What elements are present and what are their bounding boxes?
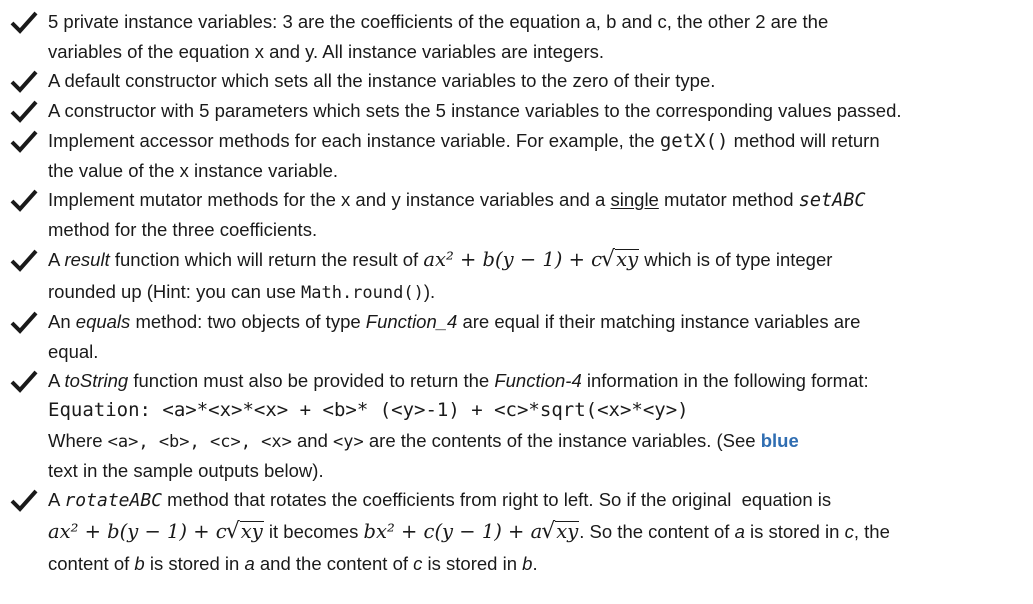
text-run: ).	[423, 281, 436, 302]
text-run: method: two objects of type	[135, 311, 361, 332]
text-run: Implement accessor methods for each instance variable. For example, the	[48, 130, 655, 151]
text-run: is stored in	[750, 521, 840, 542]
text-run: is stored in	[149, 553, 240, 574]
text-run: An	[48, 311, 71, 332]
italic-word: Function_4	[365, 311, 458, 332]
formula: ax² + b(y − 1) + c	[423, 248, 603, 271]
text-run: it becomes	[268, 521, 359, 542]
formula: ax² + b(y − 1) + c	[48, 520, 227, 543]
blue-word: blue	[760, 430, 799, 451]
formula: bx² + c(y − 1) + a	[363, 520, 543, 543]
item-text: A constructor with 5 parameters which sets the 5 instance variables to the corresponding values passed.	[48, 100, 902, 121]
checkmark-icon	[10, 129, 38, 153]
checkmark-icon	[10, 188, 38, 212]
text-run: function must also be provided to return the	[133, 370, 490, 391]
text-run: is stored in	[427, 553, 518, 574]
checkmark-icon	[10, 69, 38, 93]
text-run: rounded up (Hint: you can use	[48, 281, 296, 302]
text-run: are equal if their matching instance variables are	[462, 311, 861, 332]
formula-radicand: xy	[556, 520, 579, 543]
text-run: , the	[853, 521, 890, 542]
item-text	[48, 248, 832, 272]
italic-var: b	[522, 553, 533, 574]
item-text: the value of the x instance variable.	[48, 160, 339, 181]
text-run: which is of type integer	[644, 249, 833, 270]
text-run: content of	[48, 553, 130, 574]
text-run: mutator method	[663, 189, 794, 210]
code-var-y: <y>	[333, 432, 364, 452]
item-text: method for the three coefficients.	[48, 219, 318, 240]
item-text	[48, 552, 538, 576]
formula-radicand: xy	[240, 520, 263, 543]
code-math-round: Math.round()	[301, 283, 424, 303]
checkmark-icon	[10, 248, 38, 272]
item-text: variables of the equation x and y. All instance variables are integers.	[48, 41, 605, 62]
text-run: and the content of	[259, 553, 409, 574]
item-text: equal.	[48, 341, 99, 362]
underlined-word: single	[610, 189, 659, 210]
item-text	[48, 188, 866, 213]
equation-format: Equation: <a>*<x>*<x> + <b>* (<y>-1) + <c>*sqrt(<x>*<y>)	[48, 399, 689, 421]
italic-var: c	[844, 521, 854, 542]
code-setabc: setABC	[798, 190, 866, 211]
text-run: and	[297, 430, 328, 451]
checkmark-icon	[10, 488, 38, 512]
checkmark-icon	[10, 369, 38, 393]
italic-word: Function-4	[494, 370, 582, 391]
checkmark-icon	[10, 10, 38, 34]
italic-var: c	[413, 553, 423, 574]
item-text	[48, 280, 435, 305]
italic-word: toString	[64, 370, 129, 391]
item-text	[48, 129, 880, 153]
text-run: method will return	[733, 130, 880, 151]
italic-var: b	[134, 553, 145, 574]
italic-var: a	[734, 521, 745, 542]
code-rotateabc: rotateABC	[64, 490, 163, 511]
text-run: information in the following format:	[586, 370, 869, 391]
text-run: .	[532, 553, 538, 574]
text-run: function which will return the result of	[114, 249, 419, 270]
sqrt-icon: √	[601, 247, 616, 272]
item-text: 5 private instance variables: 3 are the coefficients of the equation a, b and c, the other 2 are the	[48, 11, 829, 32]
item-text: A default constructor which sets all the instance variables to the zero of their type.	[48, 70, 716, 91]
text-run: A	[48, 370, 60, 391]
text-run: are the contents of the instance variables. (See	[368, 430, 756, 451]
sqrt-icon: √	[541, 519, 556, 544]
text-run: A	[48, 249, 60, 270]
code-getx: getX()	[659, 130, 729, 152]
sqrt-icon: √	[225, 519, 240, 544]
item-text	[48, 310, 860, 334]
item-text	[48, 429, 799, 454]
text-run: A	[48, 489, 60, 510]
italic-word: equals	[75, 311, 131, 332]
formula-radicand: xy	[616, 248, 639, 271]
item-text	[48, 488, 831, 513]
checkmark-icon	[10, 310, 38, 334]
text-run: method that rotates the coefficients from right to left. So if the original equation is	[167, 489, 832, 510]
checkmark-icon	[10, 99, 38, 123]
text-run: Where	[48, 430, 103, 451]
item-text: text in the sample outputs below).	[48, 460, 324, 481]
text-run: Implement mutator methods for the x and y instance variables and a	[48, 189, 606, 210]
item-text	[48, 369, 869, 393]
item-text	[48, 520, 890, 544]
italic-var: a	[244, 553, 255, 574]
text-run: . So the content of	[579, 521, 730, 542]
code-vars: <a>, <b>, <c>, <x>	[107, 432, 292, 452]
italic-word: result	[64, 249, 110, 270]
